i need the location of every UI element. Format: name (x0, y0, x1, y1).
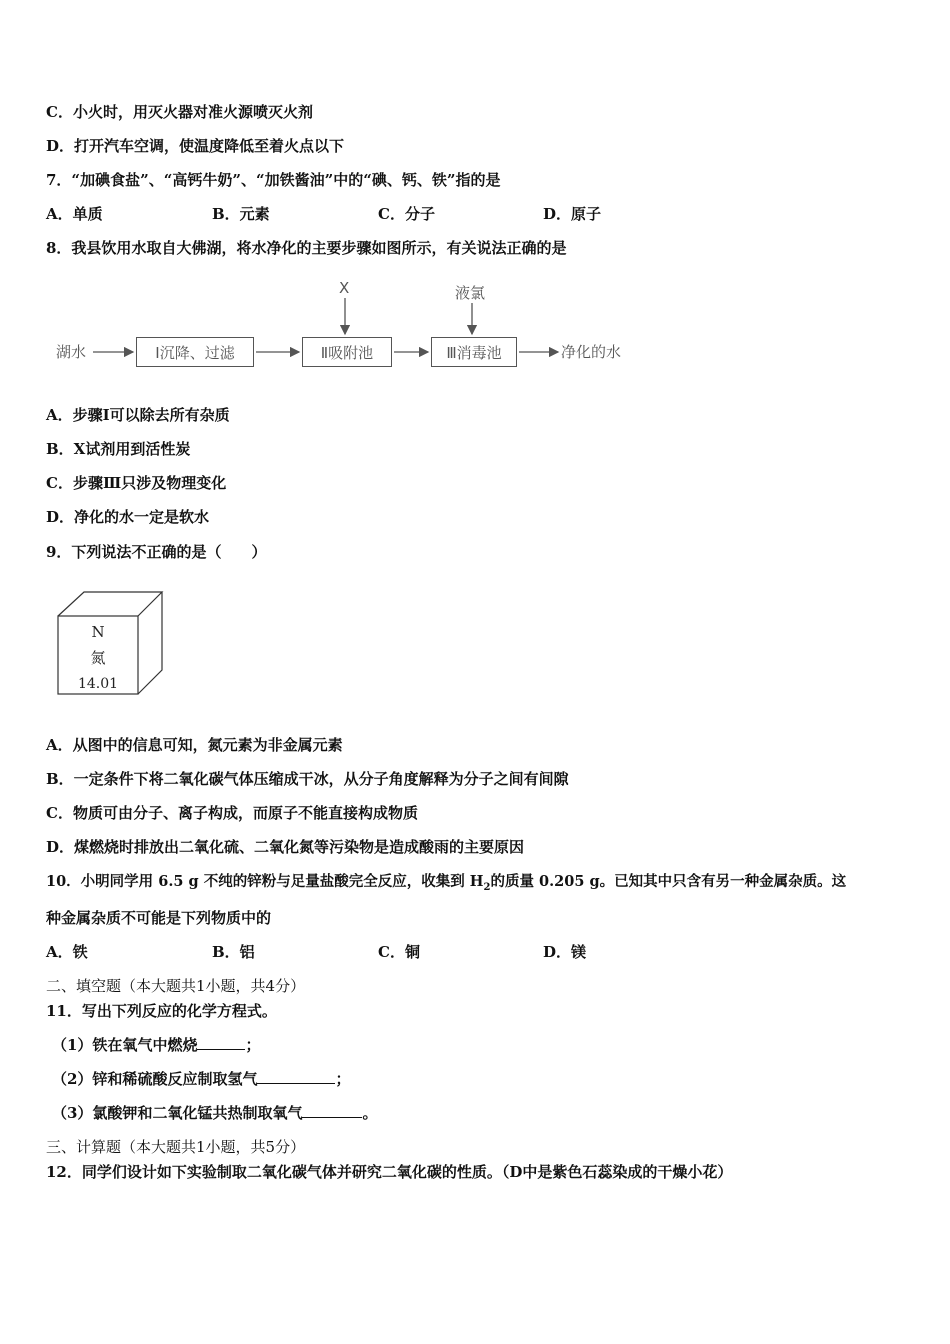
q9-option-a: A．从图中的信息可知，氮元素为非金属元素 (46, 736, 343, 754)
q10-option-c: C．铜 (378, 943, 420, 961)
answer-blank[interactable] (197, 1035, 245, 1050)
flow-step-1: Ⅰ沉降、过滤 (136, 337, 254, 367)
q6-option-d: D．打开汽车空调，使温度降低至着火点以下 (46, 137, 345, 155)
q10-option-b: B．铝 (212, 943, 255, 961)
flow-step-2: Ⅱ吸附池 (302, 337, 392, 367)
element-name: 氮 (90, 649, 106, 667)
element-mass: 14.01 (77, 676, 119, 692)
q10-stem-part3: 的质量 (490, 873, 534, 890)
flow-source: 湖水 (56, 343, 87, 361)
answer-blank[interactable] (302, 1103, 362, 1118)
flow-input-chlorine: 液氯 (455, 284, 486, 302)
q10-mass2: 0.205 g (539, 873, 600, 890)
q7-option-a: A．单质 (46, 205, 103, 223)
q7-stem: 7．“加碘食盐”、“高钙牛奶”、“加铁酱油”中的“碘、钙、铁”指的是 (46, 171, 501, 189)
q10-stem-part4: 。已知其中只含有另一种金属杂质。这 (599, 873, 847, 890)
element-symbol: N (91, 623, 105, 641)
q8-option-a: A．步骤Ⅰ可以除去所有杂质 (46, 406, 230, 424)
q10-option-d: D．镁 (543, 943, 587, 961)
q8-stem: 8．我县饮用水取自大佛湖，将水净化的主要步骤如图所示，有关说法正确的是 (46, 239, 567, 257)
q11-stem: 11．写出下列反应的化学方程式。 (46, 1002, 277, 1020)
q9-option-d: D．煤燃烧时排放出二氧化硫、二氧化氮等污染物是造成酸雨的主要原因 (46, 838, 525, 856)
q9-option-b: B．一定条件下将二氧化碳气体压缩成干冰，从分子角度解释为分子之间有间隙 (46, 770, 569, 788)
q7-option-d: D．原子 (543, 205, 602, 223)
flow-arrows (0, 0, 950, 400)
q6-option-c: C．小火时，用灭火器对准火源喷灭火剂 (46, 103, 313, 121)
q7-option-b: B．元素 (212, 205, 270, 223)
q9-option-c: C．物质可由分子、离子构成，而原子不能直接构成物质 (46, 804, 418, 822)
q10-option-a: A．铁 (46, 943, 88, 961)
q8-option-d: D．净化的水一定是软水 (46, 508, 210, 526)
q10-stem-part1: 10．小明同学用 (46, 873, 154, 890)
q8-option-c: C．步骤Ⅲ只涉及物理变化 (46, 474, 227, 492)
flow-output: 净化的水 (561, 343, 622, 361)
q10-stem-part2: 不纯的锌粉与足量盐酸完全反应，收集到 (203, 873, 465, 890)
q10-stem-line2: 种金属杂质不可能是下列物质中的 (46, 909, 272, 927)
flow-step-3: Ⅲ消毒池 (431, 337, 517, 367)
q11-item-1: （1）铁在氧气中燃烧 ； (52, 1036, 261, 1054)
q10-h2: $H_2$ (469, 873, 491, 893)
q10-stem-line1 (46, 872, 846, 898)
q9-stem: 9．下列说法不正确的是（ ） (46, 543, 267, 561)
answer-blank[interactable] (257, 1069, 335, 1084)
q12-stem: 12．同学们设计如下实验制取二氧化碳气体并研究二氧化碳的性质。（D中是紫色石蕊染成的干燥小花） (46, 1163, 733, 1181)
q10-mass1: 6.5 g (158, 873, 199, 890)
flow-input-x: X (339, 279, 350, 297)
section-2-heading: 二、填空题（本大题共1小题，共4分） (46, 977, 306, 995)
section-3-heading: 三、计算题（本大题共1小题，共5分） (46, 1138, 306, 1156)
q11-item-2: （2）锌和稀硫酸反应制取氢气 ； (52, 1070, 351, 1088)
q8-option-b: B．X试剂用到活性炭 (46, 440, 191, 458)
q7-option-c: C．分子 (378, 205, 435, 223)
q11-item-3: （3）氯酸钾和二氧化锰共热制取氧气 。 (52, 1104, 378, 1122)
